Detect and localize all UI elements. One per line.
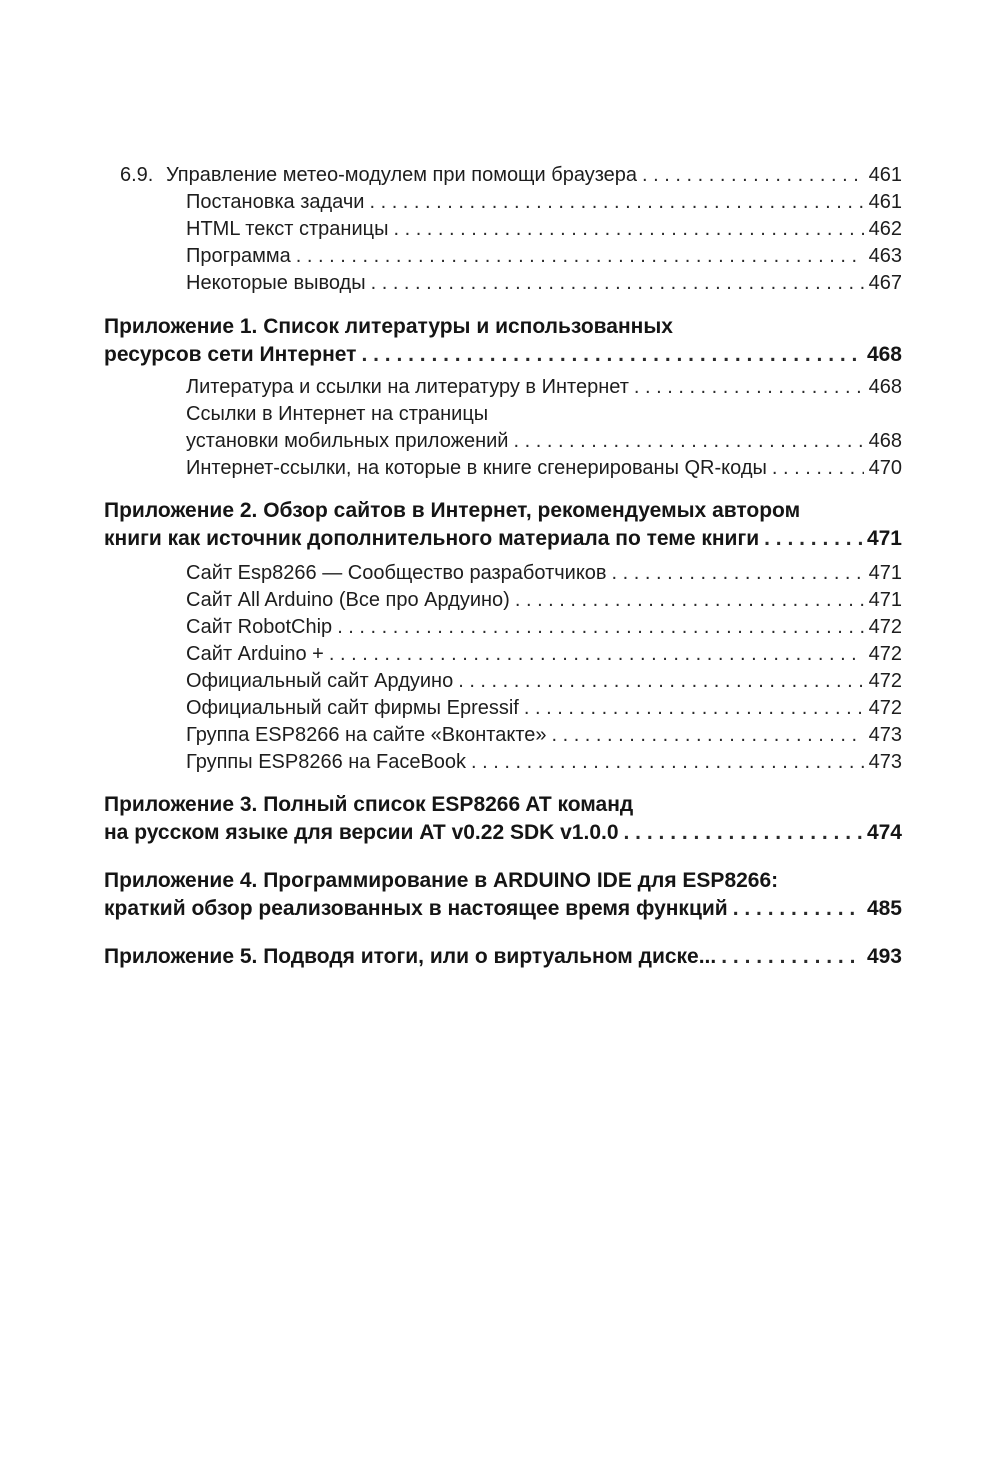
toc-subentry[interactable] bbox=[186, 455, 902, 481]
entry-title: Некоторые выводы bbox=[186, 272, 366, 294]
toc-entry-appendix-5[interactable] bbox=[104, 944, 902, 970]
toc-subentry[interactable] bbox=[186, 614, 902, 640]
page-number: 471 bbox=[866, 527, 902, 550]
toc-subentry[interactable] bbox=[186, 749, 902, 775]
page-number: 461 bbox=[868, 164, 902, 186]
toc-subentry[interactable] bbox=[186, 243, 902, 269]
page-number: 468 bbox=[868, 430, 902, 452]
entry-title: HTML текст страницы bbox=[186, 218, 389, 240]
toc-subentry[interactable] bbox=[186, 428, 902, 454]
entry-title: Сайт Arduino + bbox=[186, 643, 324, 665]
dot-leader bbox=[471, 749, 864, 775]
dot-leader bbox=[551, 722, 863, 748]
dot-leader bbox=[642, 162, 864, 188]
toc-subentry[interactable] bbox=[186, 668, 902, 694]
dot-leader bbox=[515, 587, 864, 613]
entry-title: Сайт Esp8266 — Сообщество разработчиков bbox=[186, 562, 607, 584]
page-number: 461 bbox=[868, 191, 902, 213]
toc-subentry[interactable] bbox=[186, 270, 902, 296]
dot-leader bbox=[393, 216, 863, 242]
entry-title: краткий обзор реализованных в настоящее время функций bbox=[104, 897, 728, 920]
dot-leader bbox=[458, 668, 863, 694]
page-number: 472 bbox=[868, 616, 902, 638]
toc-entry-appendix-2[interactable] bbox=[104, 526, 902, 552]
appendix-2-title-line1[interactable]: Приложение 2. Обзор сайтов в Интернет, рекомендуемых автором bbox=[104, 499, 801, 522]
page-number: 467 bbox=[868, 272, 902, 294]
toc-subentry[interactable] bbox=[186, 587, 902, 613]
page-number: 472 bbox=[868, 643, 902, 665]
page-number: 462 bbox=[868, 218, 902, 240]
dot-leader bbox=[337, 614, 863, 640]
dot-leader bbox=[524, 695, 864, 721]
entry-title-line1[interactable]: Ссылки в Интернет на страницы bbox=[186, 403, 489, 425]
page-number: 468 bbox=[868, 376, 902, 398]
page-number: 468 bbox=[866, 343, 902, 366]
section-title: Управление метео-модулем при помощи браузера bbox=[166, 164, 638, 186]
dot-leader bbox=[634, 374, 864, 400]
entry-title: Литература и ссылки на литературу в Интернет bbox=[186, 376, 629, 398]
appendix-3-title-line1[interactable]: Приложение 3. Полный список ESP8266 AT команд bbox=[104, 793, 634, 816]
dot-leader bbox=[513, 428, 863, 454]
toc-subentry[interactable] bbox=[186, 695, 902, 721]
dot-leader bbox=[369, 189, 863, 215]
entry-title: на русском языке для версии AT v0.22 SDK v1.0.0 bbox=[104, 821, 619, 844]
toc-entry-appendix-3[interactable] bbox=[104, 820, 902, 846]
dot-leader bbox=[772, 455, 864, 481]
page-number: 463 bbox=[868, 245, 902, 267]
entry-title: Сайт All Arduino (Все про Ардуино) bbox=[186, 589, 510, 611]
toc-subentry[interactable] bbox=[186, 374, 902, 400]
entry-title: Официальный сайт фирмы Epressif bbox=[186, 697, 519, 719]
toc-subentry[interactable] bbox=[186, 560, 902, 586]
toc-entry-6-9[interactable] bbox=[120, 162, 902, 188]
entry-title: Интернет-ссылки, на которые в книге сгенерированы QR-коды bbox=[186, 457, 767, 479]
page-number: 474 bbox=[866, 821, 902, 844]
toc-entry-appendix-4[interactable] bbox=[104, 896, 902, 922]
dot-leader bbox=[733, 896, 862, 922]
dot-leader bbox=[361, 342, 862, 368]
page-number: 473 bbox=[868, 724, 902, 746]
page-number: 472 bbox=[868, 697, 902, 719]
toc-subentry[interactable] bbox=[186, 722, 902, 748]
entry-title: Программа bbox=[186, 245, 291, 267]
page-number: 485 bbox=[866, 897, 902, 920]
entry-title: ресурсов сети Интернет bbox=[104, 343, 357, 366]
appendix-4-title-line1[interactable]: Приложение 4. Программирование в ARDUINO IDE для ESP8266: bbox=[104, 869, 779, 892]
appendix-1-title-line1[interactable]: Приложение 1. Список литературы и использованных bbox=[104, 315, 673, 338]
page-number: 470 bbox=[868, 457, 902, 479]
entry-title: Официальный сайт Ардуино bbox=[186, 670, 454, 692]
section-number: 6.9. bbox=[120, 164, 154, 186]
entry-title: Приложение 5. Подводя итоги, или о виртуальном диске... bbox=[104, 945, 717, 968]
dot-leader bbox=[612, 560, 864, 586]
dot-leader bbox=[624, 820, 862, 846]
page-number: 471 bbox=[868, 562, 902, 584]
entry-title: Группы ESP8266 на FaceBook bbox=[186, 751, 467, 773]
entry-title: книги как источник дополнительного материала по теме книги bbox=[104, 527, 760, 550]
page-number: 493 bbox=[866, 945, 902, 968]
page-number: 472 bbox=[868, 670, 902, 692]
toc-entry-appendix-1[interactable] bbox=[104, 342, 902, 368]
dot-leader bbox=[764, 526, 862, 552]
entry-title: Сайт RobotChip bbox=[186, 616, 333, 638]
dot-leader bbox=[296, 243, 864, 269]
dot-leader bbox=[329, 641, 864, 667]
page-number: 471 bbox=[868, 589, 902, 611]
dot-leader bbox=[371, 270, 864, 296]
toc-subentry[interactable] bbox=[186, 641, 902, 667]
page-number: 473 bbox=[868, 751, 902, 773]
entry-title: Группа ESP8266 на сайте «Вконтакте» bbox=[186, 724, 547, 746]
toc-subentry[interactable] bbox=[186, 216, 902, 242]
entry-title: Постановка задачи bbox=[186, 191, 365, 213]
entry-title: установки мобильных приложений bbox=[186, 430, 509, 452]
toc-subentry[interactable] bbox=[186, 189, 902, 215]
dot-leader bbox=[721, 944, 862, 970]
